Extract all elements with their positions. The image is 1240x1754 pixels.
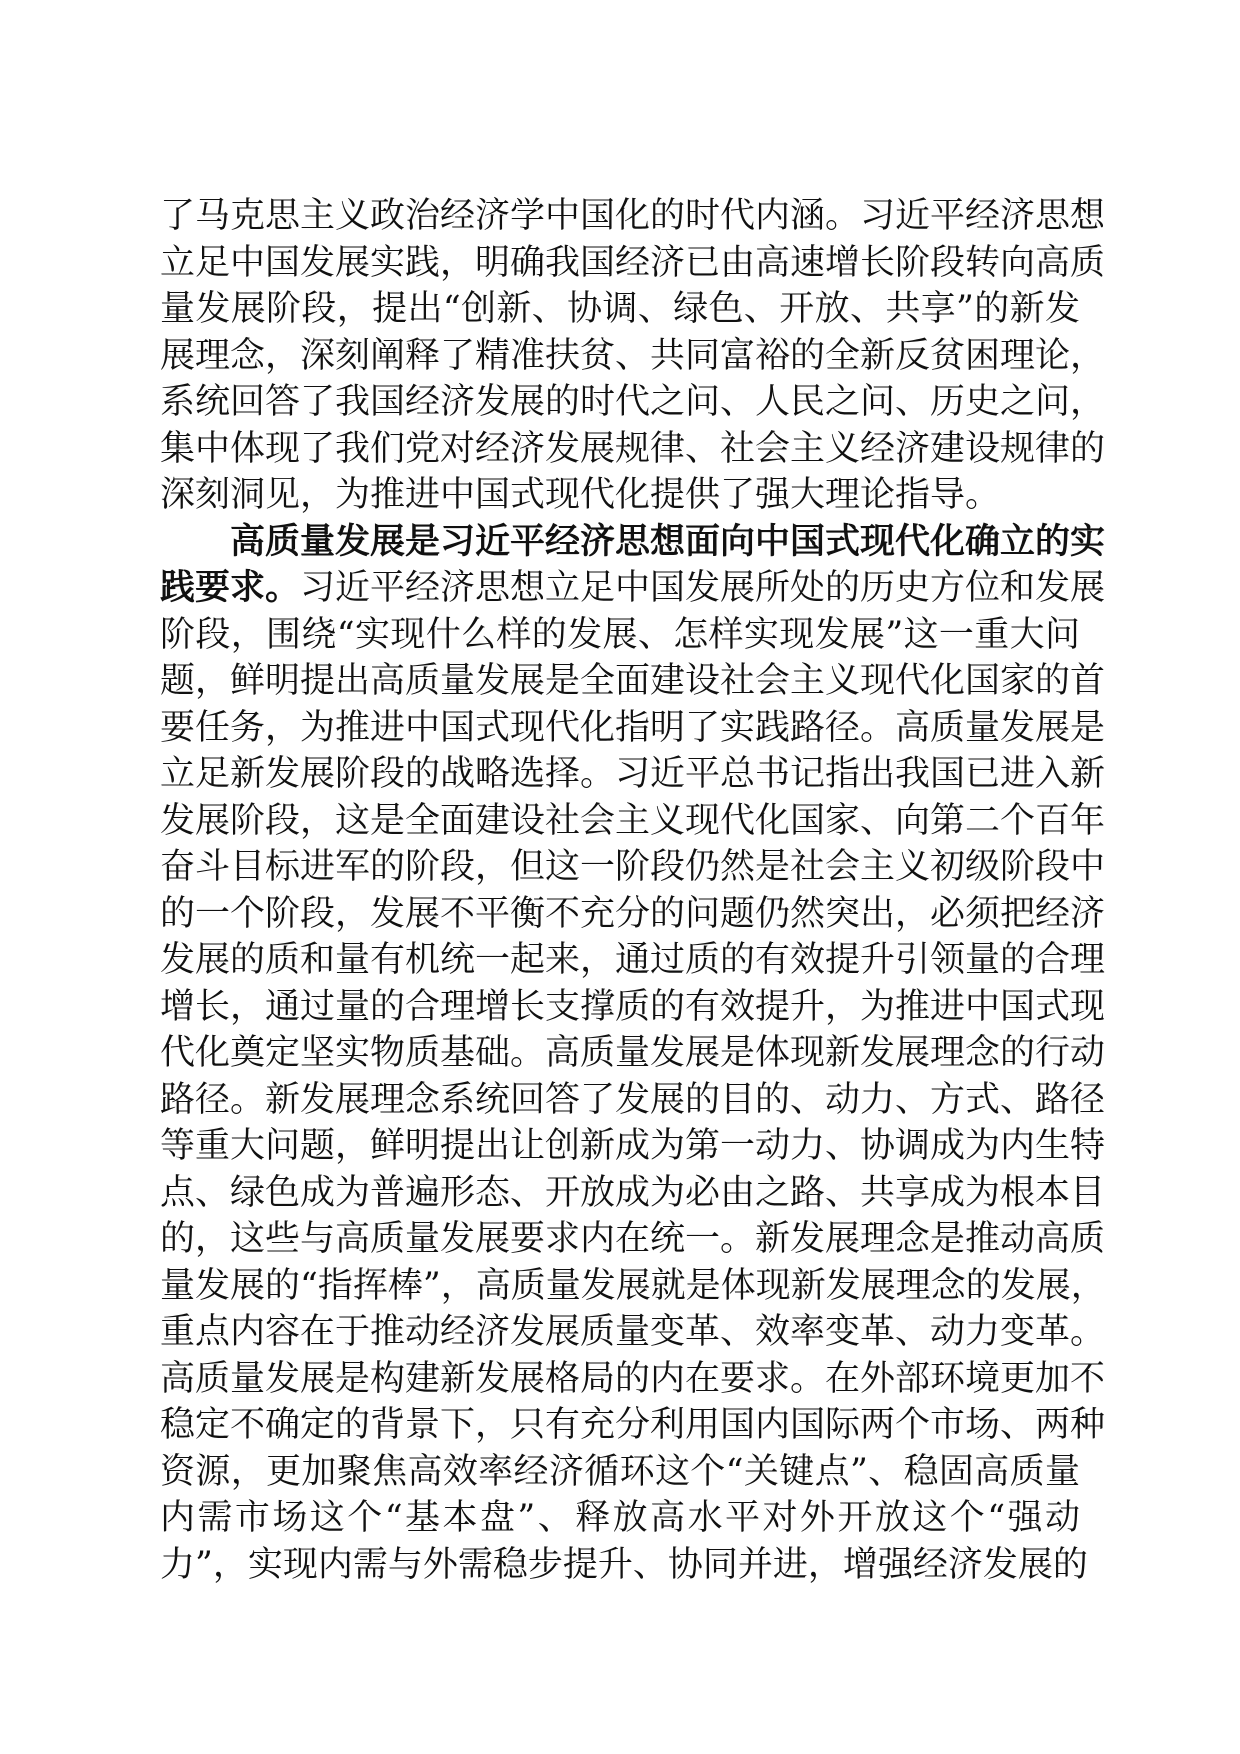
text-line: 题，鲜明提出高质量发展是全面建设社会主义现代化国家的首 bbox=[160, 661, 1106, 701]
text-line: 了马克思主义政治经济学中国化的时代内涵。习近平经济思想 bbox=[160, 196, 1106, 236]
text-line: 路径。新发展理念系统回答了发展的目的、动力、方式、路径 bbox=[160, 1079, 1106, 1120]
text-line: 量发展的“指挥棒”，高质量发展就是体现新发展理念的发展， bbox=[160, 1265, 1106, 1306]
text-line: 展理念，深刻阐释了精准扶贫、共同富裕的全新反贫困理论， bbox=[160, 335, 1106, 376]
text-line: 等重大问题，鲜明提出让创新成为第一动力、协调成为内生特 bbox=[160, 1126, 1106, 1166]
text-line: 高质量发展是构建新发展格局的内在要求。在外部环境更加不 bbox=[160, 1358, 1106, 1399]
text-line: 集中体现了我们党对经济发展规律、社会主义经济建设规律的 bbox=[160, 428, 1106, 469]
text-line: 内需市场这个“基本盘”、释放高水平对外开放这个“强动 bbox=[160, 1498, 1080, 1538]
text-line: 的一个阶段，发展不平衡不充分的问题仍然突出，必须把经济 bbox=[160, 893, 1106, 934]
document-body bbox=[160, 193, 1106, 1588]
text-line: 要任务，为推进中国式现代化指明了实践路径。高质量发展是 bbox=[160, 707, 1106, 748]
text-line-mixed bbox=[160, 565, 1106, 612]
paragraph-heading-line: 高质量发展是习近平经济思想面向中国式现代化确立的实 bbox=[230, 520, 1106, 562]
text-line: 深刻洞见，为推进中国式现代化提供了强大理论指导。 bbox=[160, 475, 1001, 515]
text-line: 重点内容在于推动经济发展质量变革、效率变革、动力变革。 bbox=[160, 1312, 1106, 1352]
text-line: 稳定不确定的背景下，只有充分利用国内国际两个市场、两种 bbox=[160, 1405, 1106, 1445]
text-line: 立足中国发展实践，明确我国经济已由高速增长阶段转向高质 bbox=[160, 242, 1106, 283]
text-line: 增长，通过量的合理增长支撑质的有效提升，为推进中国式现 bbox=[160, 986, 1106, 1027]
text-line: 发展阶段，这是全面建设社会主义现代化国家、向第二个百年 bbox=[160, 800, 1106, 841]
text-line: 阶段，围绕“实现什么样的发展、怎样实现发展”这一重大问 bbox=[160, 614, 1080, 655]
text-line: 系统回答了我国经济发展的时代之问、人民之问、历史之问， bbox=[160, 382, 1106, 422]
text-line: 力”，实现内需与外需稳步提升、协同并进，增强经济发展的 bbox=[160, 1544, 1088, 1585]
text-line: 代化奠定坚实物质基础。高质量发展是体现新发展理念的行动 bbox=[160, 1033, 1106, 1073]
text-line: 立足新发展阶段的战略选择。习近平总书记指出我国已进入新 bbox=[160, 754, 1106, 794]
text-line: 资源，更加聚焦高效率经济循环这个“关键点”、稳固高质量 bbox=[160, 1451, 1080, 1492]
text-line: 的，这些与高质量发展要求内在统一。新发展理念是推动高质 bbox=[160, 1219, 1106, 1259]
text-line: 发展的质和量有机统一起来，通过质的有效提升引领量的合理 bbox=[160, 940, 1106, 980]
bold-lead-text: 践要求。 bbox=[160, 567, 301, 608]
text-line: 量发展阶段，提出“创新、协调、绿色、开放、共享”的新发 bbox=[160, 289, 1080, 329]
text-run: 习近平经济思想立足中国发展所处的历史方位和发展 bbox=[300, 568, 1106, 608]
text-line: 奋斗目标进军的阶段，但这一阶段仍然是社会主义初级阶段中 bbox=[160, 847, 1106, 887]
text-line: 点、绿色成为普遍形态、开放成为必由之路、共享成为根本目 bbox=[160, 1172, 1106, 1213]
